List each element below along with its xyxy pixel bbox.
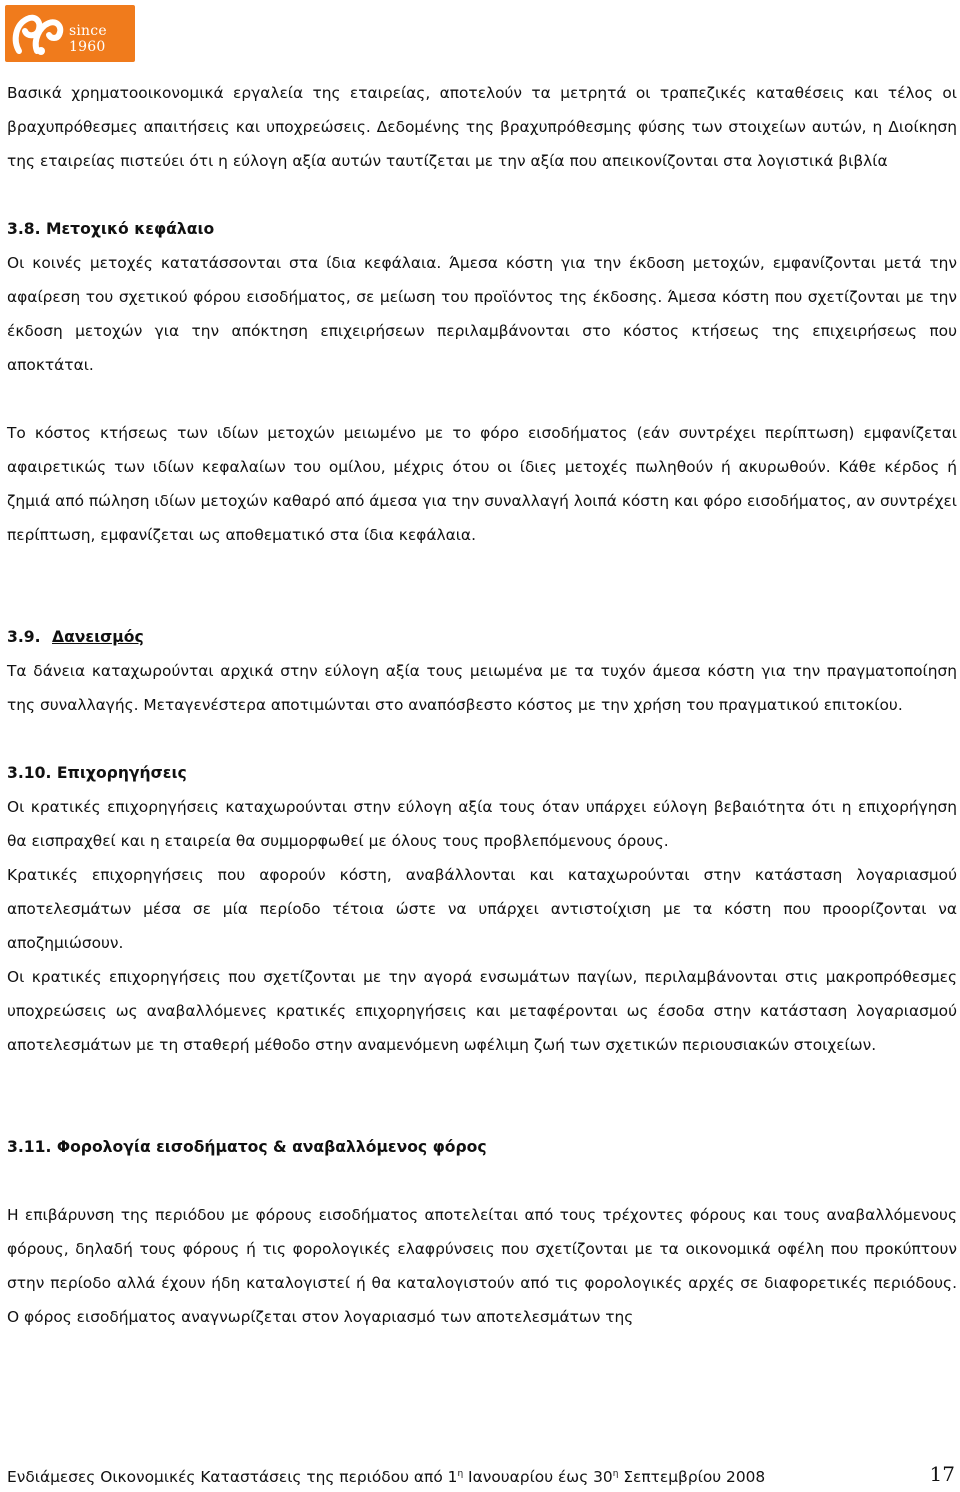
footer-text: Ενδιάμεσες Οικονομικές Καταστάσεις της περιόδου από $1^\eta$ Ιανουαρίου έως $30^\eta$ Σεπτεμβρίου 2008	[7, 1468, 766, 1486]
section-3-10-paragraph-2: Κρατικές επιχορηγήσεις που αφορούν κόστη, αναβάλλονται και καταχωρούνται στην κατάσταση λογαριασμού αποτελεσμάτων μέσα σε μία περίοδο τέτοια ώστε να υπάρχει αντιστοίχιση με τα κόστη που προορίζονται να αποζημιώσουν.	[7, 866, 957, 952]
page-number: 17	[929, 1462, 955, 1486]
section-3-8-heading: 3.8. Μετοχικό κεφάλαιο	[7, 220, 215, 238]
section-3-10-heading: 3.10. Επιχορηγήσεις	[7, 764, 187, 782]
section-3-10-paragraph-1: Οι κρατικές επιχορηγήσεις καταχωρούνται στην εύλογη αξία τους όταν υπάρχει εύλογη βεβαιότητα ότι η επιχορήγηση θα εισπραχθεί και η εταιρεία θα συμμορφωθεί με όλους τους προβλεπόμενους όρους.	[7, 798, 957, 850]
section-3-9-paragraph-1: Τα δάνεια καταχωρούνται αρχικά στην εύλογη αξία τους μειωμένα με τα τυχόν άμεσα κόστη για την πραγματοποίηση της συναλλαγής. Μεταγενέστερα αποτιμώνται στο αναπόσβεστο κόστος με την χρήση του πραγματικού επιτοκίου.	[7, 662, 957, 714]
company-logo	[5, 5, 135, 62]
section-3-11-heading: 3.11. Φορολογία εισοδήματος & αναβαλλόμενος φόρος	[7, 1138, 487, 1156]
section-3-8-paragraph-1: Οι κοινές μετοχές κατατάσσονται στα ίδια κεφάλαια. Άμεσα κόστη για την έκδοση μετοχών, εμφανίζονται μετά την αφαίρεση του σχετικού φόρου εισοδήματος, σε μείωση του προϊόντος της έκδοσης. Άμεσα κόστη που σχετίζονται με την έκδοση μετοχών για την απόκτηση επιχειρήσεων περιλαμβάνονται στο κόστος κτήσεως της επιχειρήσεως που αποκτάται.	[7, 254, 957, 374]
section-3-9-heading	[7, 620, 957, 654]
document-body	[7, 76, 957, 1334]
intro-paragraph: Βασικά χρηματοοικονομικά εργαλεία της εταιρείας, αποτελούν τα μετρητά οι τραπεζικές καταθέσεις και τέλος οι βραχυπρόθεσμες απαιτήσεις και υποχρεώσεις. Δεδομένης της βραχυπρόθεσμης φύσης των στοιχείων αυτών, η Διοίκηση της εταιρείας πιστεύει ότι η εύλογη αξία αυτών ταυτίζεται με την αξία που απεικονίζονται στα λογιστικά βιβλία	[7, 84, 957, 170]
section-3-8-paragraph-2: Το κόστος κτήσεως των ιδίων μετοχών μειωμένο με το φόρο εισοδήματος (εάν συντρέχει περίπτωση) εμφανίζεται αφαιρετικώς των ιδίων κεφαλαίων του ομίλου, μέχρις ότου οι ίδιες μετοχές πωληθούν ή ακυρωθούν. Κάθε κέρδος ή ζημιά από πώληση ιδίων μετοχών καθαρό από άμεσα για την συναλλαγή λοιπά κόστη και φόρο εισοδήματος, αν συντρέχει περίπτωση, εμφανίζεται ως αποθεματικό στα ίδια κεφάλαια.	[7, 424, 957, 544]
section-3-10-paragraph-3: Οι κρατικές επιχορηγήσεις που σχετίζονται με την αγορά ενσωμάτων παγίων, περιλαμβάνονται στις μακροπρόθεσμες υποχρεώσεις ως αναβαλλόμενες κρατικές επιχορηγήσεις και μεταφέρονται ως έσοδα στην κατάσταση λογαριασμού αποτελεσμάτων με τη σταθερή μέθοδο στην αναμενόμενη ωφέλιμη ζωή των σχετικών περιουσιακών στοιχείων.	[7, 968, 957, 1054]
section-3-9-title: Δανεισμός	[52, 628, 144, 646]
page-footer	[7, 1462, 957, 1492]
section-3-11-paragraph-1: Η επιβάρυνση της περιόδου με φόρους εισοδήματος αποτελείται από τους τρέχοντες φόρους και τους αναβαλλόμενους φόρους, δηλαδή τους φόρους ή τις φορολογικές ελαφρύνσεις που σχετίζονται με τα οικονομικά οφέλη που προκύπτουν στην περίοδο αλλά έχουν ήδη καταλογιστεί ή θα καταλογιστούν από τις φορολογικές αρχές σε διαφορετικές περιόδους. Ο φόρος εισοδήματος αναγνωρίζεται στον λογαριασμό των αποτελεσμάτων της	[7, 1206, 957, 1326]
logo-text: since 1960	[69, 23, 107, 55]
logo-mark-icon	[11, 11, 67, 57]
section-3-9-number: 3.9.	[7, 628, 41, 646]
